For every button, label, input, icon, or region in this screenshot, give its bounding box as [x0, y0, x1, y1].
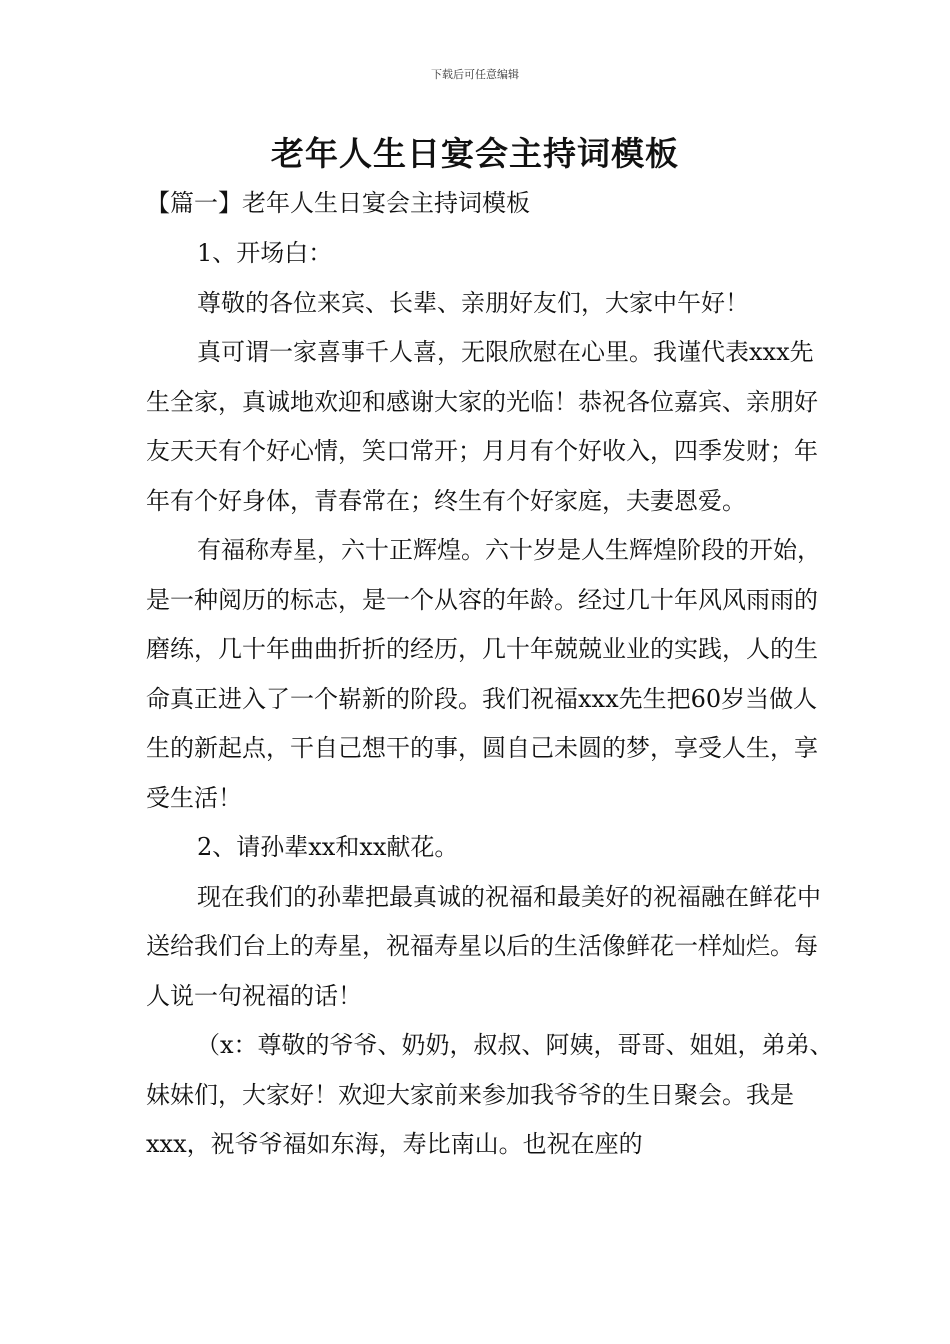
paragraph-flowers: 现在我们的孙辈把最真诚的祝福和最美好的祝福融在鲜花中送给我们台上的寿星，祝福寿星以后的生活像鲜花一样灿烂。每人说一句祝福的话！	[146, 882, 821, 1010]
paragraph-welcome: 真可谓一家喜事千人喜，无限欣慰在心里。我谨代表xxx先生全家，真诚地欢迎和感谢大家的光临！恭祝各位嘉宾、亲朋好友天天有个好心情，笑口常开；月月有个好收入，四季发财；年年有个好身体，青春常在；终生有个好家庭，夫妻恩爱。	[146, 338, 818, 515]
paragraph-sixty-blessing: 有福称寿星，六十正辉煌。六十岁是人生辉煌阶段的开始，是一种阅历的标志，是一个从容的年龄。经过几十年风风雨雨的磨练，几十年曲曲折折的经历，几十年兢兢业业的实践，人的生命真正进入了一个崭新的阶段。我们祝福xxx先生把60岁当做人生的新起点，干自己想干的事，圆自己未圆的梦，享受人生，享受生活！	[146, 536, 821, 812]
paragraph-greeting: 尊敬的各位来宾、长辈、亲朋好友们，大家中午好！	[197, 288, 749, 317]
header-note: 下载后可任意编辑	[431, 68, 519, 81]
document-title: 老年人生日宴会主持词模板	[271, 134, 679, 173]
paragraph-opening-heading: 1、开场白：	[197, 239, 333, 267]
paragraph-grandchild-speech: （x：尊敬的爷爷、奶奶，叔叔、阿姨，哥哥、姐姐，弟弟、妹妹们，大家好！欢迎大家前来参加我爷爷的生日聚会。我是xxx，祝爷爷福如东海，寿比南山。也祝在座的	[146, 1031, 834, 1158]
section-heading: 【篇一】老年人生日宴会主持词模板	[146, 189, 530, 217]
paragraph-flowers-heading: 2、请孙辈xx和xx献花。	[197, 833, 459, 861]
document-body	[146, 229, 836, 1170]
